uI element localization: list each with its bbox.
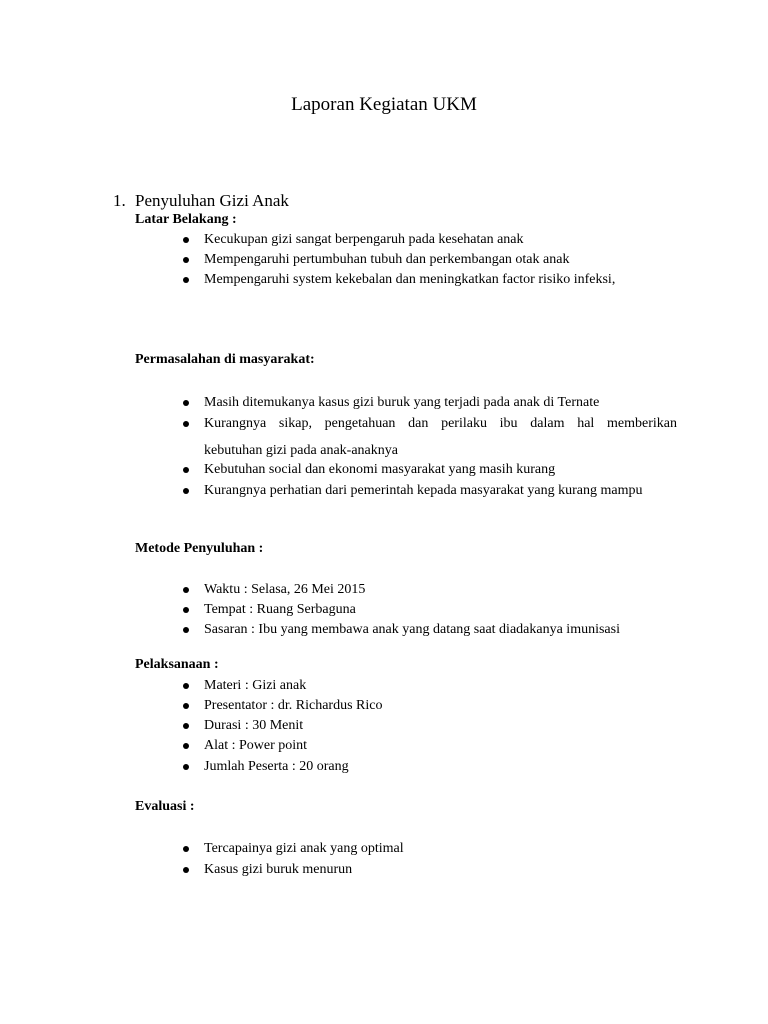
bullet-icon bbox=[183, 488, 189, 494]
list-item bbox=[0, 697, 768, 717]
section-title: Penyuluhan Gizi Anak bbox=[135, 191, 289, 210]
list-item bbox=[0, 621, 768, 641]
list-item bbox=[0, 581, 768, 601]
latar-belakang-label: Latar Belakang : bbox=[135, 212, 237, 227]
list-item-text: Durasi : 30 Menit bbox=[204, 718, 304, 733]
list-item-text: Presentator : dr. Richardus Rico bbox=[204, 698, 383, 713]
list-item bbox=[0, 482, 768, 502]
bullet-icon bbox=[183, 607, 189, 613]
list-item bbox=[0, 861, 768, 881]
list-item-text: Sasaran : Ibu yang membawa anak yang datang saat diadakanya imunisasi bbox=[204, 622, 620, 637]
bullet-icon bbox=[183, 257, 189, 263]
list-item-text: Tercapainya gizi anak yang optimal bbox=[204, 841, 404, 856]
list-item-text: Alat : Power point bbox=[204, 738, 308, 753]
list-item-text: Tempat : Ruang Serbaguna bbox=[204, 602, 356, 617]
list-item bbox=[0, 251, 768, 271]
list-item bbox=[0, 461, 768, 481]
list-item bbox=[0, 394, 768, 414]
list-item-text-continued: kebutuhan gizi pada anak-anaknya bbox=[204, 443, 398, 458]
bullet-icon bbox=[183, 587, 189, 593]
list-item-text: Masih ditemukanya kasus gizi buruk yang terjadi pada anak di Ternate bbox=[204, 395, 600, 410]
list-item bbox=[0, 717, 768, 737]
list-item bbox=[0, 601, 768, 621]
list-item bbox=[0, 737, 768, 757]
list-item-text: Kurangnya perhatian dari pemerintah kepada masyarakat yang kurang mampu bbox=[204, 483, 643, 498]
bullet-icon bbox=[183, 467, 189, 473]
section-heading bbox=[113, 190, 289, 212]
list-item-text: Waktu : Selasa, 26 Mei 2015 bbox=[204, 582, 366, 597]
list-item bbox=[0, 758, 768, 778]
bullet-icon bbox=[183, 683, 189, 689]
list-item-text: Materi : Gizi anak bbox=[204, 678, 307, 693]
bullet-icon bbox=[183, 723, 189, 729]
list-item bbox=[0, 677, 768, 697]
list-item-text: Kurangnya sikap, pengetahuan dan perilaku ibu dalam hal memberikan bbox=[204, 416, 677, 431]
bullet-icon bbox=[183, 867, 189, 873]
list-item-text: Kasus gizi buruk menurun bbox=[204, 862, 353, 877]
list-item bbox=[0, 840, 768, 860]
permasalahan-label: Permasalahan di masyarakat: bbox=[135, 352, 315, 367]
bullet-icon bbox=[183, 703, 189, 709]
bullet-icon bbox=[183, 846, 189, 852]
list-item-text: Kecukupan gizi sangat berpengaruh pada kesehatan anak bbox=[204, 232, 524, 247]
list-item-text: Mempengaruhi pertumbuhan tubuh dan perkembangan otak anak bbox=[204, 252, 570, 267]
pelaksanaan-label: Pelaksanaan : bbox=[135, 657, 219, 672]
bullet-icon bbox=[183, 421, 189, 427]
bullet-icon bbox=[183, 743, 189, 749]
bullet-icon bbox=[183, 400, 189, 406]
list-item-text: Jumlah Peserta : 20 orang bbox=[204, 759, 349, 774]
bullet-icon bbox=[183, 764, 189, 770]
list-item bbox=[0, 271, 768, 291]
list-item-text: Kebutuhan social dan ekonomi masyarakat yang masih kurang bbox=[204, 462, 556, 477]
document-title: Laporan Kegiatan UKM bbox=[291, 94, 477, 115]
bullet-icon bbox=[183, 237, 189, 243]
bullet-icon bbox=[183, 277, 189, 283]
evaluasi-label: Evaluasi : bbox=[135, 799, 195, 814]
bullet-icon bbox=[183, 627, 189, 633]
list-item bbox=[0, 231, 768, 251]
section-number: 1. bbox=[113, 191, 126, 210]
metode-label: Metode Penyuluhan : bbox=[135, 541, 264, 556]
list-item-text: Mempengaruhi system kekebalan dan meningkatkan factor risiko infeksi, bbox=[204, 272, 616, 287]
